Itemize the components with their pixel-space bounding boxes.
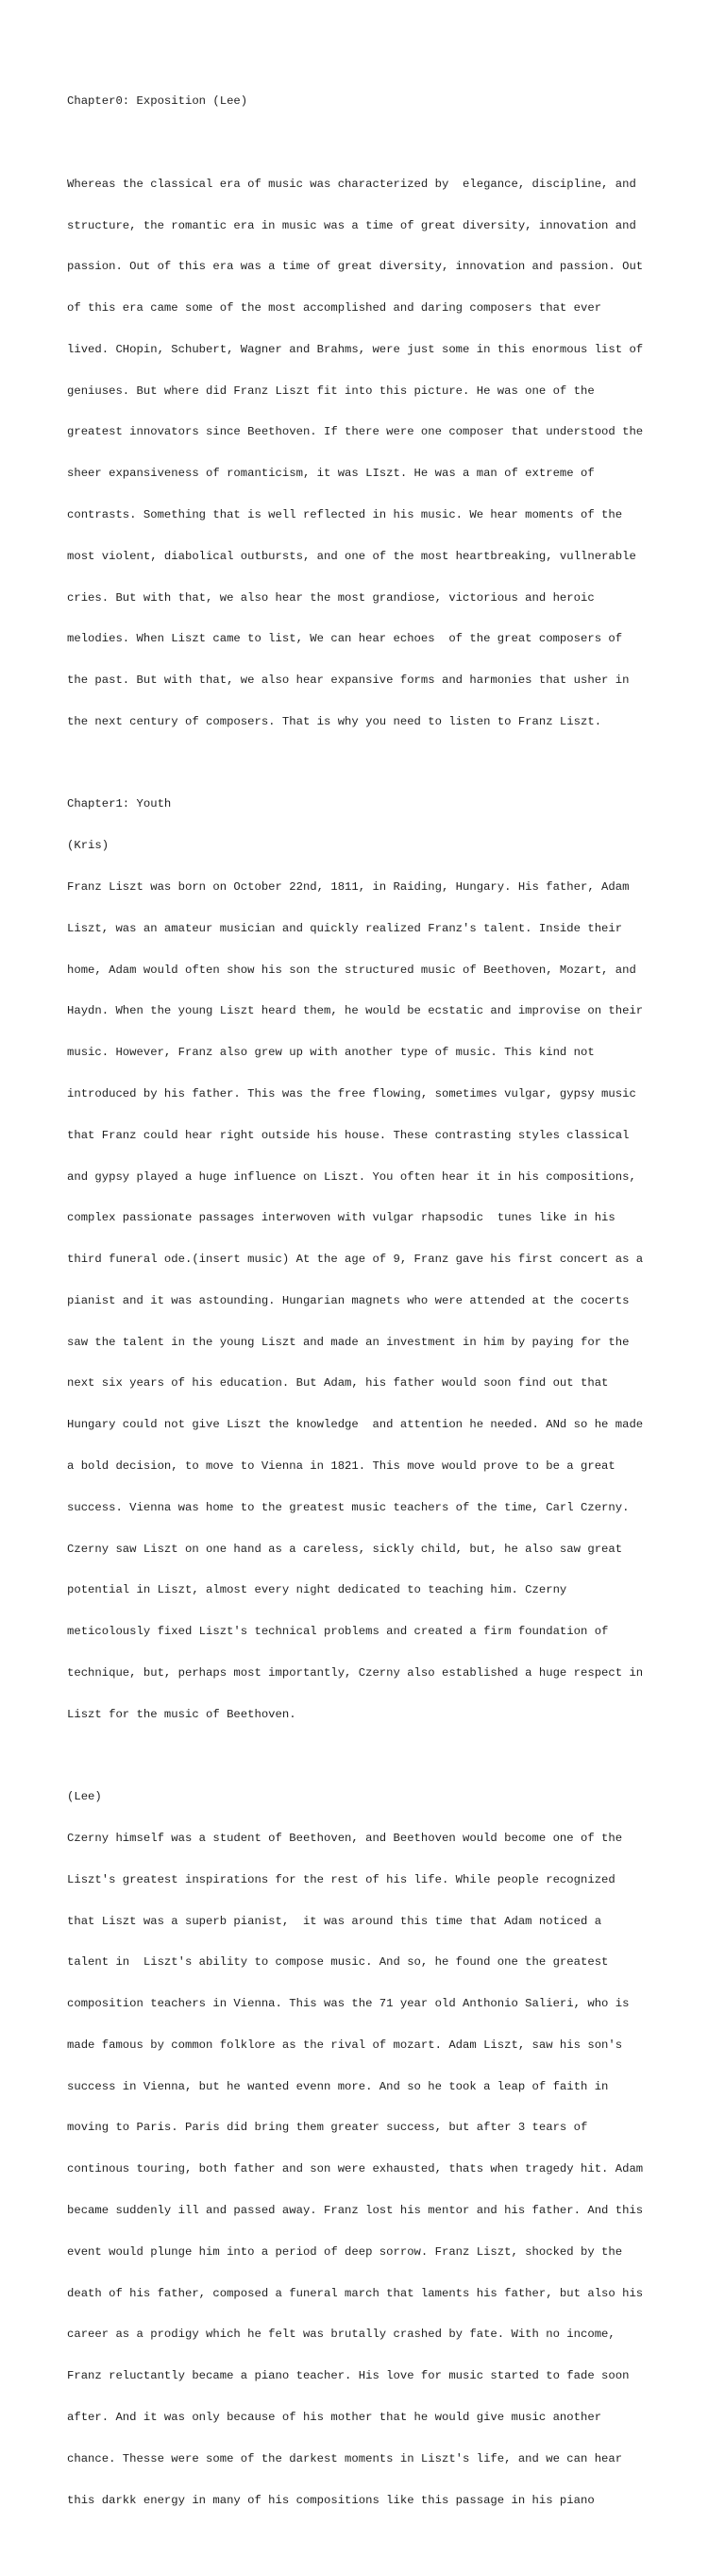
text-line: made famous by common folklore as the rival of mozart. Adam Liszt, saw his son's xyxy=(67,2038,623,2052)
text-line: geniuses. But where did Franz Liszt fit into this picture. He was one of the xyxy=(67,384,595,398)
document-page xyxy=(67,67,690,2576)
text-line: composition teachers in Vienna. This was the 71 year old Anthonio Salieri, who is xyxy=(67,1997,630,2011)
text-line: the next century of composers. That is why you need to listen to Franz Liszt. xyxy=(67,714,602,728)
text-line: Hungary could not give Liszt the knowledge and attention he needed. ANd so he made xyxy=(67,1418,644,1432)
text-line: Franz reluctantly became a piano teacher. His love for music started to fade soon xyxy=(67,2369,630,2383)
text-line: music. However, Franz also grew up with another type of music. This kind not xyxy=(67,1046,595,1060)
text-line: lived. CHopin, Schubert, Wagner and Brahms, were just some in this enormous list of xyxy=(67,342,644,356)
text-line: after. And it was only because of his mother that he would give music another xyxy=(67,2410,602,2424)
text-line: success in Vienna, but he wanted evenn more. And so he took a leap of faith in xyxy=(67,2079,609,2093)
text-line: Liszt's greatest inspirations for the rest of his life. While people recognized xyxy=(67,1872,615,1886)
text-line: that Franz could hear right outside his house. These contrasting styles classical xyxy=(67,1128,630,1142)
text-line: melodies. When Liszt came to list, We can hear echoes of the great composers of xyxy=(67,632,623,646)
text-line: passion. Out of this era was a time of great diversity, innovation and passion. Out xyxy=(67,260,644,274)
text-line: chance. Thesse were some of the darkest moments in Liszt's life, and we can hear xyxy=(67,2451,623,2465)
text-line: became suddenly ill and passed away. Franz lost his mentor and his father. And this xyxy=(67,2204,644,2218)
text-line: Czerny saw Liszt on one hand as a careless, sickly child, but, he also saw great xyxy=(67,1542,623,1556)
text-line: Liszt for the music of Beethoven. xyxy=(67,1707,296,1721)
text-line: Haydn. When the young Liszt heard them, he would be ecstatic and improvise on their xyxy=(67,1004,644,1018)
text-line: structure, the romantic era in music was a time of great diversity, innovation and xyxy=(67,218,636,232)
text-line: Liszt, was an amateur musician and quickly realized Franz's talent. Inside their xyxy=(67,921,623,935)
text-line: sheer expansiveness of romanticism, it was LIszt. He was a man of extreme of xyxy=(67,467,595,481)
text-line: introduced by his father. This was the free flowing, sometimes vulgar, gypsy music xyxy=(67,1086,636,1100)
chapter0-heading xyxy=(67,67,690,136)
text-line: contrasts. Something that is well reflected in his music. We hear moments of the xyxy=(67,508,623,521)
text-line: next six years of his education. But Adam, his father would soon find out that xyxy=(67,1376,609,1390)
text-line: Czerny himself was a student of Beethoven, and Beethoven would become one of the xyxy=(67,1832,623,1845)
speaker-label: (Kris) xyxy=(67,839,110,853)
text-line: third funeral ode.(insert music) At the age of 9, Franz gave his first concert as a xyxy=(67,1253,644,1267)
text-line: talent in Liszt's ability to compose music. And so, he found one the greatest xyxy=(67,1955,609,1970)
text-line: event would plunge him into a period of deep sorrow. Franz Liszt, shocked by the xyxy=(67,2244,623,2259)
text-line: continous touring, both father and son were exhausted, thats when tragedy hit. Adam xyxy=(67,2162,644,2176)
chapter1-section xyxy=(67,770,690,1749)
text-line: technique, but, perhaps most importantly, Czerny also established a huge respect in xyxy=(67,1665,644,1680)
text-line: and gypsy played a huge influence on Liszt. You often hear it in his compositions, xyxy=(67,1169,636,1184)
speaker-label: (Lee) xyxy=(67,1790,102,1804)
text-line: cries. But with that, we also hear the most grandiose, victorious and heroic xyxy=(67,590,595,605)
text-line: of this era came some of the most accomplished and daring composers that ever xyxy=(67,301,602,316)
text-line: greatest innovators since Beethoven. If there were one composer that understood the xyxy=(67,425,644,439)
chapter0-paragraph xyxy=(67,150,690,757)
text-line: saw the talent in the young Liszt and made an investment in him by paying for the xyxy=(67,1335,630,1349)
text-line: moving to Paris. Paris did bring them greater success, but after 3 tears of xyxy=(67,2121,588,2135)
text-line: success. Vienna was home to the greatest music teachers of the time, Carl Czerny. xyxy=(67,1500,630,1514)
text-line: potential in Liszt, almost every night dedicated to teaching him. Czerny xyxy=(67,1583,567,1597)
text-line: the past. But with that, we also hear expansive forms and harmonies that usher in xyxy=(67,674,630,688)
text-line: Chapter0: Exposition (Lee) xyxy=(67,94,248,109)
text-line: a bold decision, to move to Vienna in 1821. This move would prove to be a great xyxy=(67,1459,615,1473)
text-line: meticolously fixed Liszt's technical problems and created a firm foundation of xyxy=(67,1625,609,1639)
text-line: most violent, diabolical outbursts, and one of the most heartbreaking, vullnerable xyxy=(67,549,636,563)
text-line: that Liszt was a superb pianist, it was around this time that Adam noticed a xyxy=(67,1914,602,1928)
text-line: pianist and it was astounding. Hungarian magnets who were attended at the cocerts xyxy=(67,1293,630,1307)
text-line: death of his father, composed a funeral march that laments his father, but also his xyxy=(67,2286,644,2300)
text-line: home, Adam would often show his son the structured music of Beethoven, Mozart, and xyxy=(67,963,636,977)
chapter1-heading: Chapter1: Youth xyxy=(67,797,172,811)
text-line: this darkk energy in many of his compositions like this passage in his piano xyxy=(67,2493,595,2507)
text-line: career as a prodigy which he felt was brutally crashed by fate. With no income, xyxy=(67,2328,615,2342)
text-line: complex passionate passages interwoven with vulgar rhapsodic tunes like in his xyxy=(67,1211,615,1225)
text-line: Whereas the classical era of music was characterized by elegance, discipline, and xyxy=(67,177,636,191)
text-line: Franz Liszt was born on October 22nd, 1811, in Raiding, Hungary. His father, Adam xyxy=(67,880,630,895)
lee-section xyxy=(67,1763,690,2562)
